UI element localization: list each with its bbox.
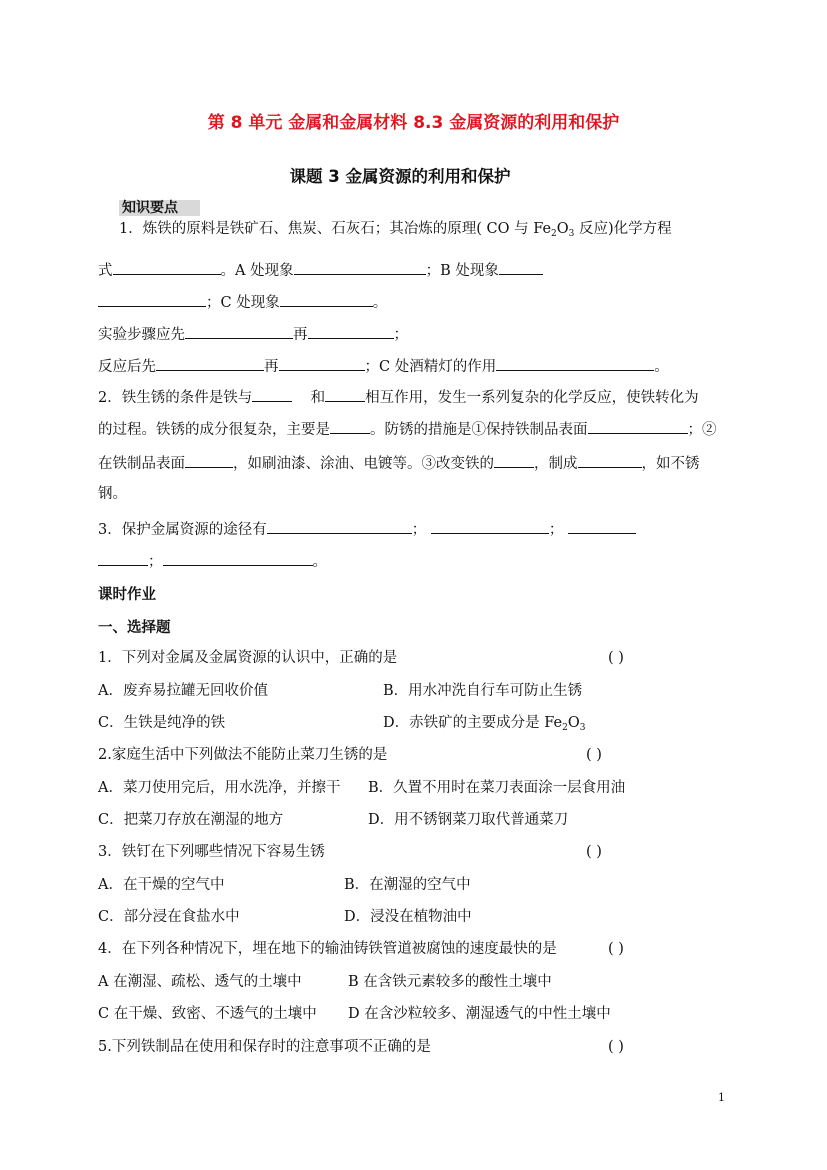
mc-q2-option-a[interactable]: A．菜刀使用完后，用水洗净，并擦干 — [98, 780, 341, 796]
mc-q1-option-a[interactable]: A．废弃易拉罐无回收价值 — [98, 683, 268, 699]
blank-b-phenomenon[interactable] — [499, 259, 543, 275]
blank-rust-cond-2[interactable] — [325, 386, 365, 402]
blank-rust-cond-1[interactable] — [252, 386, 292, 402]
mc-q2-answer-paren[interactable]: ( ) — [586, 747, 602, 763]
q1-line-4: 实验步骤应先 再 ； — [98, 323, 408, 345]
mc-q1-option-d[interactable]: D．赤铁矿的主要成分是 $Fe_2O_3$ — [383, 715, 586, 733]
blank-lamp-purpose[interactable] — [496, 355, 654, 371]
mc-q5-answer-paren[interactable]: ( ) — [608, 1039, 624, 1055]
mc-q3-option-b[interactable]: B．在潮湿的空气中 — [344, 877, 471, 893]
mc-q5-stem: 5.下列铁制品在使用和保存时的注意事项不正确的是 — [98, 1039, 431, 1055]
blank-protect-3[interactable] — [568, 518, 636, 534]
mc-q2-stem: 2.家庭生活中下列做法不能防止菜刀生锈的是 — [98, 747, 388, 763]
mc-q1-option-b[interactable]: B．用水冲洗自行车可防止生锈 — [383, 683, 583, 699]
mc-q1-stem: 1．下列对金属及金属资源的认识中，正确的是 — [98, 650, 398, 666]
q1-line-2: 式 。A 处现象 ；B 处现象 — [98, 259, 543, 281]
blank-protect-2[interactable] — [431, 518, 549, 534]
q1-line-3: ；C 处现象 。 — [98, 291, 387, 313]
blank-protect-1[interactable] — [267, 518, 412, 534]
blank-protect-3-cont[interactable] — [98, 550, 148, 566]
blank-iron-change[interactable] — [494, 452, 534, 468]
mc-q3-answer-paren[interactable]: ( ) — [586, 844, 602, 860]
page-title: 第 8 单元 金属和金属材料 8.3 金属资源的利用和保护 — [207, 113, 620, 133]
mc-q4-option-b[interactable]: B 在含铁元素较多的酸性土壤中 — [348, 974, 552, 990]
blank-step-then[interactable] — [308, 323, 394, 339]
blank-keep-surface[interactable] — [588, 418, 688, 434]
blank-after-first[interactable] — [156, 355, 264, 371]
blank-step-first[interactable] — [185, 323, 293, 339]
blank-a-phenomenon[interactable] — [294, 259, 426, 275]
section-heading: 一、选择题 — [98, 620, 171, 636]
mc-q4-option-a[interactable]: A 在潮湿、疏松、透气的土壤中 — [98, 974, 302, 990]
mc-q3-stem: 3．铁钉在下列哪些情况下容易生锈 — [98, 844, 325, 860]
page-number: 1 — [718, 1091, 725, 1104]
mc-q3-option-a[interactable]: A．在干燥的空气中 — [98, 877, 225, 893]
q3-line-2: ； 。 — [98, 550, 327, 572]
blank-rust-component[interactable] — [330, 418, 370, 434]
q1-line-5: 反应后先 再 ；C 处酒精灯的作用 。 — [98, 355, 669, 377]
lesson-subtitle: 课题 3 金属资源的利用和保护 — [289, 167, 511, 186]
blank-b-phenomenon-cont[interactable] — [98, 291, 206, 307]
q2-line-1: 2．铁生锈的条件是铁与 和 相互作用，发生一系列复杂的化学反应，使铁转化为 — [98, 386, 699, 408]
mc-q4-option-c[interactable]: C 在干燥、致密、不透气的土壤中 — [98, 1006, 317, 1022]
blank-equation[interactable] — [113, 259, 221, 275]
q2-line-2: 的过程。铁锈的成分很复杂，主要是 。防锈的措施是①保持铁制品表面 ；② — [98, 418, 717, 440]
mc-q2-option-c[interactable]: C．把菜刀存放在潮湿的地方 — [98, 812, 284, 828]
mc-q3-option-d[interactable]: D．浸没在植物油中 — [344, 909, 472, 925]
mc-q2-option-d[interactable]: D．用不锈钢菜刀取代普通菜刀 — [368, 812, 569, 828]
mc-q4-option-d[interactable]: D 在含沙粒较多、潮湿透气的中性土壤中 — [348, 1006, 611, 1022]
mc-q4-stem: 4．在下列各种情况下，埋在地下的输油铸铁管道被腐蚀的速度最快的是 — [98, 941, 557, 957]
q2-line-3: 在铁制品表面 ，如刷油漆、涂油、电镀等。③改变铁的 ，制成 ，如不锈 — [98, 452, 700, 474]
blank-after-then[interactable] — [279, 355, 365, 371]
q3-line-1: 3．保护金属资源的途径有 ； ； — [98, 518, 636, 540]
mc-q4-answer-paren[interactable]: ( ) — [608, 941, 624, 957]
homework-heading: 课时作业 — [98, 587, 156, 603]
knowledge-heading: 知识要点 — [119, 200, 200, 216]
blank-alloy[interactable] — [578, 452, 642, 468]
q2-line-4: 钢。 — [98, 486, 127, 502]
mc-q3-option-c[interactable]: C．部分浸在食盐水中 — [98, 909, 240, 925]
mc-q1-option-c[interactable]: C．生铁是纯净的铁 — [98, 715, 226, 731]
blank-surface-treatment[interactable] — [185, 452, 233, 468]
mc-q2-option-b[interactable]: B．久置不用时在菜刀表面涂一层食用油 — [368, 780, 626, 796]
q1-line-1: 1．炼铁的原料是铁矿石、焦炭、石灰石；其冶炼的原理( CO 与 $Fe_2O_3$ 反应)化学方程 — [119, 221, 672, 239]
mc-q1-answer-paren[interactable]: ( ) — [608, 650, 624, 666]
blank-protect-4[interactable] — [163, 550, 313, 566]
blank-c-phenomenon[interactable] — [280, 291, 373, 307]
